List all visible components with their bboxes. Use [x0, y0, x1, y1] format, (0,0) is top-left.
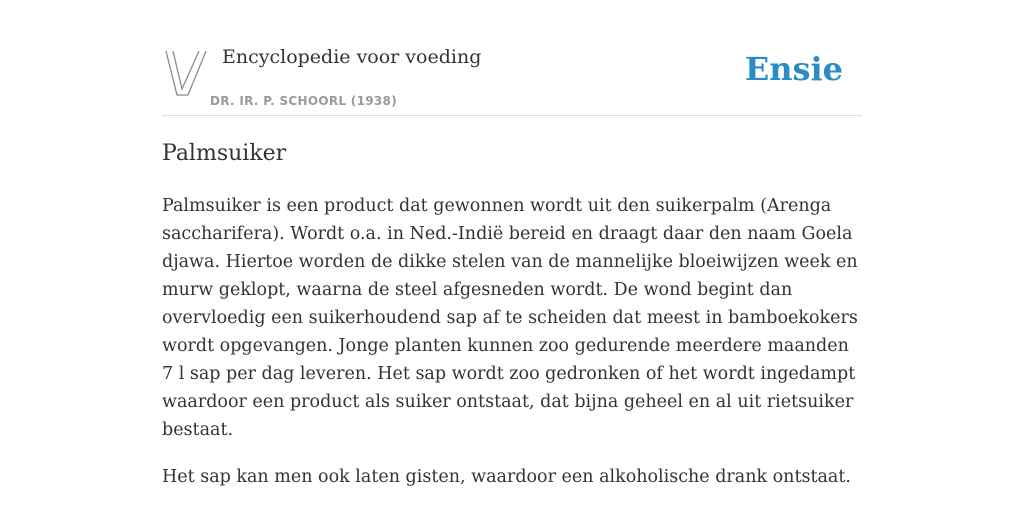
article-paragraph: Palmsuiker is een product dat gewonnen wordt uit den suikerpalm (Arenga saccharifera). Wordt o.a. in Ned.-Indië bereid en draagt daar den naam Goela djawa. Hiertoe worden de dikke stelen van de mannelijke bloeiwijzen week en murw geklopt, waarna de steel afgesneden wordt. De wond begint dan overvloedig een suikerhoudend sap af te scheiden dat meest in bamboekokers wordt opgevangen. Jonge planten kunnen zoo gedurende meerdere maanden 7 l sap per dag leveren. Het sap wordt zoo gedronken of het wordt ingedampt waardoor een product als suiker ontstaat, dat bijna geheel en al uit rietsuiker bestaat.: [162, 196, 858, 440]
book-author[interactable]: DR. IR. P. SCHOORL (1938): [210, 94, 397, 108]
article-title: Palmsuiker: [162, 141, 287, 166]
brand-logo[interactable]: Ensie: [744, 50, 843, 88]
v-logo-icon: [165, 49, 209, 97]
article-body: [162, 192, 864, 491]
page-header: [162, 40, 862, 116]
article: [162, 138, 864, 491]
book-title[interactable]: Encyclopedie voor voeding: [222, 46, 482, 68]
article-paragraph: Het sap kan men ook laten gisten, waardoor een alkoholische drank ontstaat.: [162, 467, 851, 487]
